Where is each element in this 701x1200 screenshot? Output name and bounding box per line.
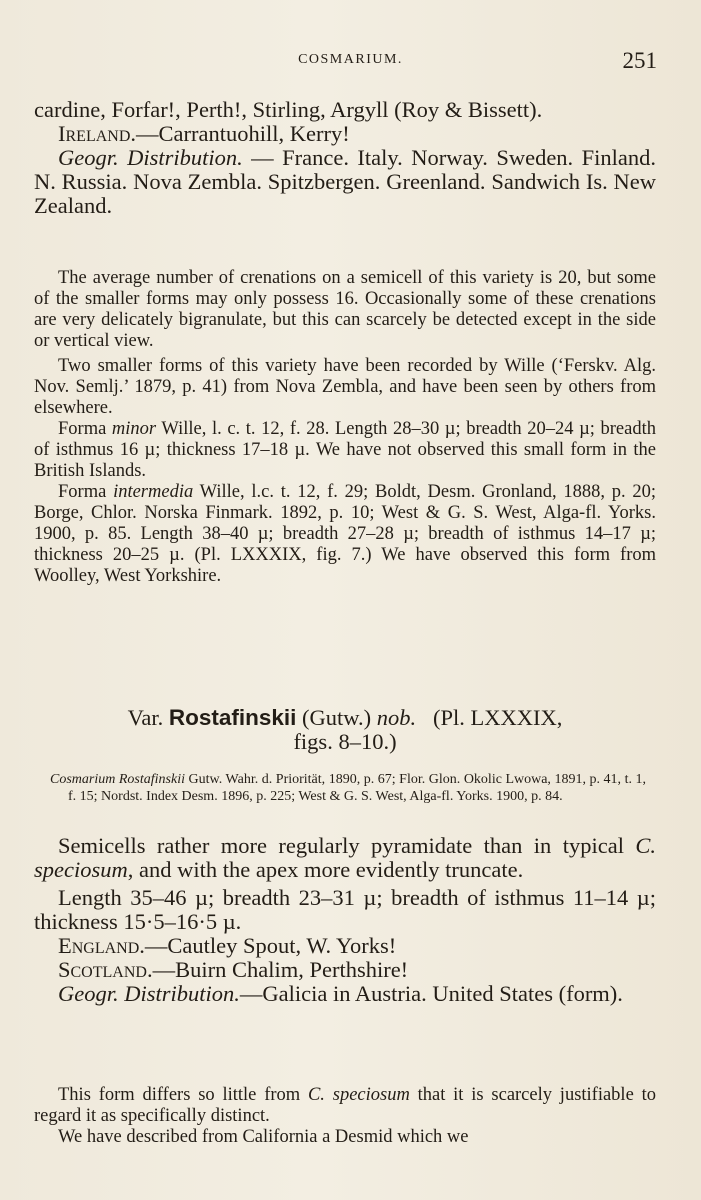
distribution-text: —Galicia in Austria. United States (form). <box>239 981 623 1006</box>
synonym-taxon: Cosmarium Rostafinskii <box>50 772 185 787</box>
remark-paragraph: We have described from California a Desmid which we <box>58 1127 469 1147</box>
forma-prefix: Forma <box>58 419 112 439</box>
variety-prefix: Var. <box>127 705 169 730</box>
country-label: England. <box>58 933 145 958</box>
distribution-text: — France. Italy. Norway. Sweden. Finland. N. Russia. Nova Zembla. Spitzbergen. Greenland. Sandwich Is. New Zealand. <box>34 145 656 218</box>
desc-text: , and with the apex more evidently truncate. <box>127 857 524 882</box>
variety-name: Rostafinskii <box>168 705 297 730</box>
ireland-record <box>34 122 656 146</box>
variety-description <box>34 834 656 1006</box>
forma-text: Wille, l.c. t. 12, f. 29; Boldt, Desm. Gronland, 1888, p. 20; Borge, Chlor. Norska Finmark. 1892, p. 10; West & G. S. West, Alga-fl. Yorks. 1900, p. 85. Length 38–40 µ; breadth 27–28 µ; breadth of isthmus 14–17 µ; thickness 20–25 µ. (Pl. LXXXIX, fig. 7.) We have observed this form from Woolley, West Yorkshire. <box>34 482 656 586</box>
plate-reference: (Pl. LXXXIX, <box>433 705 563 730</box>
plate-figures: figs. 8–10.) <box>293 729 397 754</box>
variety-heading <box>34 706 656 754</box>
page-number: 251 <box>622 48 657 73</box>
crenation-note: The average number of crenations on a semicell of this variety is 20, but some of the smaller forms may only possess 16. Occasionally some of these crenations are very delicately bigranulate, but this can scarcely be detected except in the side or vertical view. <box>34 268 656 351</box>
remark-text: that it is scarcely justifiable to regard it as specifically distinct. <box>34 1085 656 1126</box>
geographic-distribution <box>34 982 656 1006</box>
remark-paragraph <box>34 1085 656 1127</box>
remark-text: This form differs so little from <box>58 1085 308 1105</box>
variety-title-line <box>34 706 656 730</box>
country-label: Scotland. <box>58 957 153 982</box>
scotland-record <box>34 958 656 982</box>
page-header <box>0 48 701 78</box>
country-localities: —Carrantuohill, Kerry! <box>136 121 350 146</box>
distribution-label: Geogr. Distribution. <box>58 145 243 170</box>
desc-text: Semicells rather more regularly pyramidate than in typical <box>58 833 636 858</box>
variety-notes <box>34 268 656 587</box>
variety-author: (Gutw.) <box>296 705 377 730</box>
forma-minor <box>34 419 656 482</box>
british-localities: cardine, Forfar!, Perth!, Stirling, Argyll (Roy & Bissett). <box>34 97 543 122</box>
distribution-block <box>34 98 656 218</box>
species-name: C. speciosum <box>34 833 656 882</box>
forma-prefix: Forma <box>58 482 114 502</box>
forma-intermedia <box>34 482 656 587</box>
semicell-description <box>34 834 656 882</box>
smaller-forms-note: Two smaller forms of this variety have been recorded by Wille (‘Ferskv. Alg. Nov. Semlj.’ 1879, p. 41) from Nova Zembla, and have been seen by others from elsewhere. <box>34 356 656 418</box>
running-title: COSMARIUM. <box>298 52 403 67</box>
geographic-distribution <box>34 146 656 218</box>
england-record <box>34 934 656 958</box>
synonymy <box>50 772 646 805</box>
remarks <box>34 1085 656 1148</box>
forma-name: minor <box>111 419 157 439</box>
dimensions: Length 35–46 µ; breadth 23–31 µ; breadth of isthmus 11–14 µ; thickness 15·5–16·5 µ. <box>34 885 656 934</box>
variety-nob: nob. <box>376 705 417 730</box>
country-localities: —Cautley Spout, W. Yorks! <box>144 933 397 958</box>
synonym-references: Gutw. Wahr. d. Priorität, 1890, p. 67; Flor. Glon. Okolic Lwowa, 1891, p. 41, t. 1, f. 15; Nordst. Index Desm. 1896, p. 225; West & G. S. West, Alga-fl. Yorks. 1900, p. 84. <box>68 772 646 804</box>
species-name: C. speciosum <box>307 1085 410 1105</box>
synonymy-entry <box>50 772 646 805</box>
country-localities: —Buirn Chalim, Perthshire! <box>152 957 409 982</box>
forma-name: intermedia <box>113 482 194 502</box>
forma-text: Wille, l. c. t. 12, f. 28. Length 28–30 µ; breadth 20–24 µ; breadth of isthmus 16 µ; thickness 17–18 µ. We have not observed this small form in the British Islands. <box>34 419 656 481</box>
country-label: Ireland. <box>58 121 137 146</box>
distribution-label: Geogr. Distribution. <box>58 981 240 1006</box>
